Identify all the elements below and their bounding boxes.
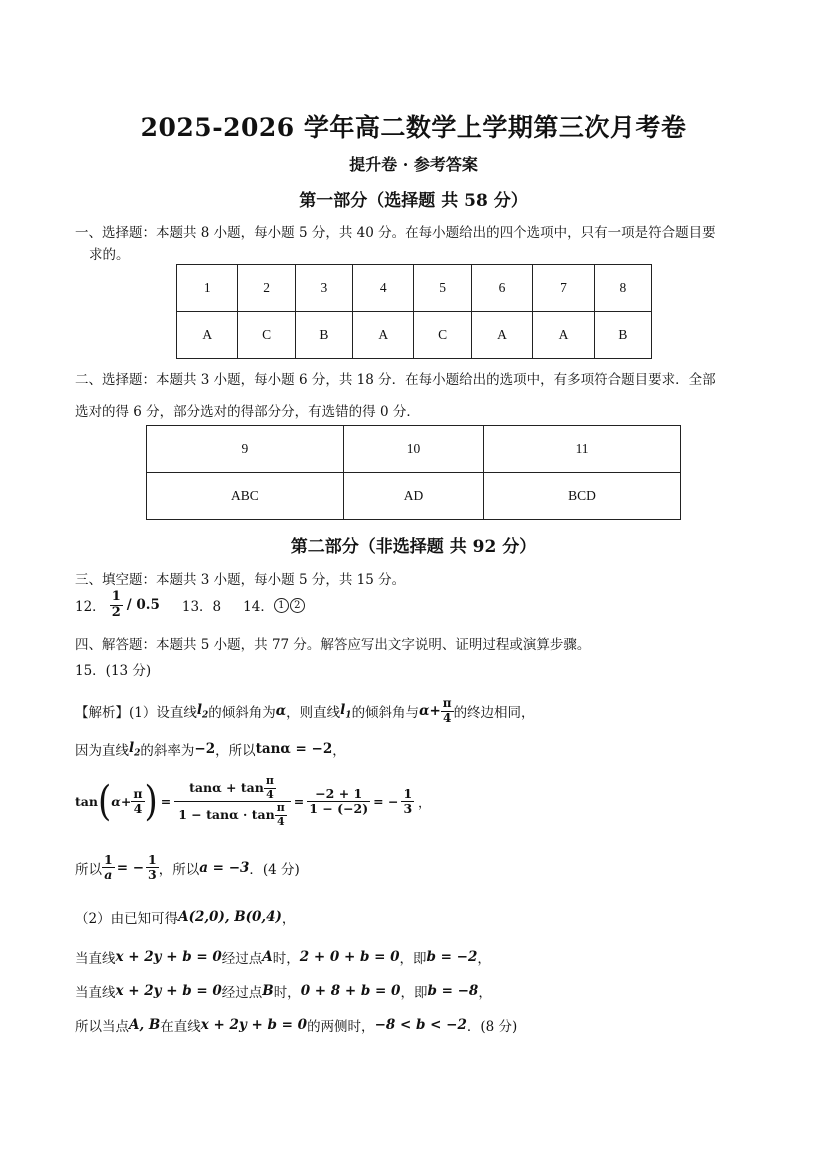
one-third: $\frac{1}{3}$: [403, 785, 413, 817]
table1-cell: C: [238, 312, 295, 359]
answer-table-2: [146, 425, 681, 520]
q12-fraction: [110, 590, 123, 621]
sol-text: 的斜率为: [140, 743, 195, 759]
table1-cell: C: [414, 312, 471, 359]
line-equation: x + 2y + b = 0: [115, 983, 222, 999]
a-value: a = −3: [199, 859, 250, 876]
sym-alpha: α: [275, 703, 287, 720]
page-title: 2025-2026 学年高二数学上学期第三次月考卷: [140, 113, 687, 142]
q12-alt: / 0.5: [126, 597, 160, 614]
solution-line-1: [75, 697, 535, 726]
table2-cell: ABC: [147, 473, 344, 520]
tan-sum-equation: tan ( α + $\frac{\pi}{4}$ ) = tanα + tan $\frac{\pi}{4}$ 1 − tanα · tan $\frac{\pi}{4}$ = $\frac{-2 + 1}{1 - (-2)}$ = − $\frac{1}{3}$ ，: [75, 774, 431, 828]
part2-heading: 第二部分（非选择题 共 92 分）: [290, 537, 537, 557]
sol-text: ，则直线: [286, 705, 341, 722]
points-ab: A(2,0), B(0,4): [178, 909, 282, 925]
eq-big-fraction: tanα + tan $\frac{\pi}{4}$ 1 − tanα · tan $\frac{\pi}{4}$: [174, 775, 291, 829]
sol-text: 的倾斜角为: [208, 705, 276, 722]
table1-cell: 8: [594, 265, 651, 312]
solution-line-4: 所以 $\frac{1}{a}$ = − $\frac{1}{3}$ ，所以 a = −3 ．(4 分): [75, 852, 300, 883]
table1-cell: A: [471, 312, 532, 359]
table1-cell: A: [533, 312, 594, 359]
solution-line-7: 当直线 x + 2y + b = 0 经过点 B 时， 0 + 8 + b = 0 ，即 b = −8 ，: [75, 983, 492, 1001]
table1-cell: A: [177, 312, 238, 359]
part1-heading: 第一部分（选择题 共 58 分）: [299, 191, 528, 211]
line-equation: x + 2y + b = 0: [200, 1017, 308, 1033]
fill-answers-row: [75, 590, 306, 621]
section2-instructions-line2: 选对的得 6 分，部分选对的得部分分，有选错的得 0 分．: [75, 404, 420, 420]
sym-alpha: α: [419, 703, 430, 720]
solution-line-8: 所以当点 A, B 在直线 x + 2y + b = 0 的两侧时， −8 < b < −2 ．(8 分): [75, 1017, 518, 1035]
one-third: $\frac{1}{3}$: [148, 852, 157, 883]
section1-instructions-line2: 求的。: [89, 247, 130, 263]
substitution-b: 0 + 8 + b = 0: [300, 983, 401, 999]
table2-cell: 10: [343, 426, 483, 473]
answer-table-1: [176, 264, 652, 359]
table1-answer-row: [177, 312, 652, 359]
table1-cell: B: [295, 312, 352, 359]
paren: ): [144, 777, 158, 826]
table1-cell: 4: [353, 265, 414, 312]
sol-text: ，所以: [215, 743, 256, 759]
sol-text: ，: [332, 743, 346, 759]
section4-instructions: 四、解答题：本题共 5 小题，共 77 分。解答应写出文字说明、证明过程或演算步骤。: [75, 637, 591, 653]
b-range: −8 < b < −2: [374, 1017, 467, 1033]
table2-number-row: [147, 426, 681, 473]
sol-text: ．(4 分): [249, 861, 300, 878]
table1-cell: 5: [414, 265, 471, 312]
table1-cell: 3: [295, 265, 352, 312]
q13-answer: 13．8: [181, 599, 222, 616]
pi-over-4: $\frac{\pi}{4}$: [442, 696, 452, 725]
sol-text: 的终边相同，: [453, 705, 535, 722]
b-value-a: b = −2: [426, 949, 478, 965]
q15-heading: 15．(13 分): [75, 663, 152, 679]
table1-cell: B: [594, 312, 651, 359]
page-subtitle: 提升卷 · 参考答案: [349, 155, 478, 174]
table2-answer-row: [147, 473, 681, 520]
circled-one: 1: [274, 598, 289, 613]
q12-denominator: 2: [111, 604, 121, 620]
section3-instructions: 三、填空题：本题共 3 小题，每小题 5 分，共 15 分。: [75, 572, 406, 588]
table1-number-row: [177, 265, 652, 312]
sym-l2: $l_2$: [129, 739, 141, 759]
paren: (: [97, 777, 112, 826]
table2-cell: AD: [343, 473, 483, 520]
pi-over-4: $\frac{\pi}{4}$: [133, 785, 143, 817]
line-equation: x + 2y + b = 0: [115, 949, 222, 965]
sol-text: 所以: [75, 861, 102, 878]
sol-text: （2）由已知可得: [75, 911, 179, 927]
table1-cell: 6: [471, 265, 532, 312]
point-a: A: [262, 949, 273, 965]
solution-line-2: [75, 739, 346, 759]
sol-text: 【解析】(1）设直线: [75, 705, 197, 722]
sym-l1: $l_1$: [340, 701, 352, 721]
table1-cell: 2: [238, 265, 295, 312]
eq-mid-fraction: $\frac{-2 + 1}{1 - (-2)}$: [309, 785, 369, 817]
eq-tan: tan: [75, 794, 98, 810]
tan-alpha-eq: tanα = −2: [255, 741, 333, 757]
substitution-a: 2 + 0 + b = 0: [299, 949, 400, 965]
points-ab-label: A, B: [129, 1017, 161, 1033]
table2-cell: BCD: [484, 473, 681, 520]
slope-value: −2: [194, 741, 216, 757]
solution-line-6: 当直线 x + 2y + b = 0 经过点 A 时， 2 + 0 + b = 0 ，即 b = −2 ，: [75, 949, 491, 967]
table1-cell: 1: [177, 265, 238, 312]
point-b: B: [262, 983, 274, 999]
b-value-b: b = −8: [427, 983, 479, 999]
q14-label: 14．: [243, 599, 274, 616]
one-over-a: $\frac{1}{a}$: [104, 852, 113, 883]
q12-label: 12．: [75, 599, 106, 616]
table1-cell: 7: [533, 265, 594, 312]
sol-text: ，: [281, 911, 296, 927]
sol-text: 因为直线: [75, 743, 129, 759]
table2-cell: 11: [484, 426, 681, 473]
sym-l2: $l_2$: [196, 701, 209, 721]
q12-numerator: 1: [111, 589, 121, 604]
table1-cell: A: [353, 312, 414, 359]
sym-plus: +: [429, 703, 441, 720]
section2-instructions-line1: 二、选择题：本题共 3 小题，每小题 6 分，共 18 分．在每小题给出的选项中，有多项符合题目要求．全部: [75, 372, 716, 388]
section1-instructions-line1: 一、选择题：本题共 8 小题，每小题 5 分，共 40 分。在每小题给出的四个选项中，只有一项是符合题目要: [75, 225, 716, 241]
sol-text: ，所以: [158, 861, 200, 878]
circled-two: 2: [290, 598, 305, 613]
sol-text: 的倾斜角与: [351, 705, 420, 722]
solution-line-5: [75, 907, 295, 927]
table2-cell: 9: [147, 426, 344, 473]
